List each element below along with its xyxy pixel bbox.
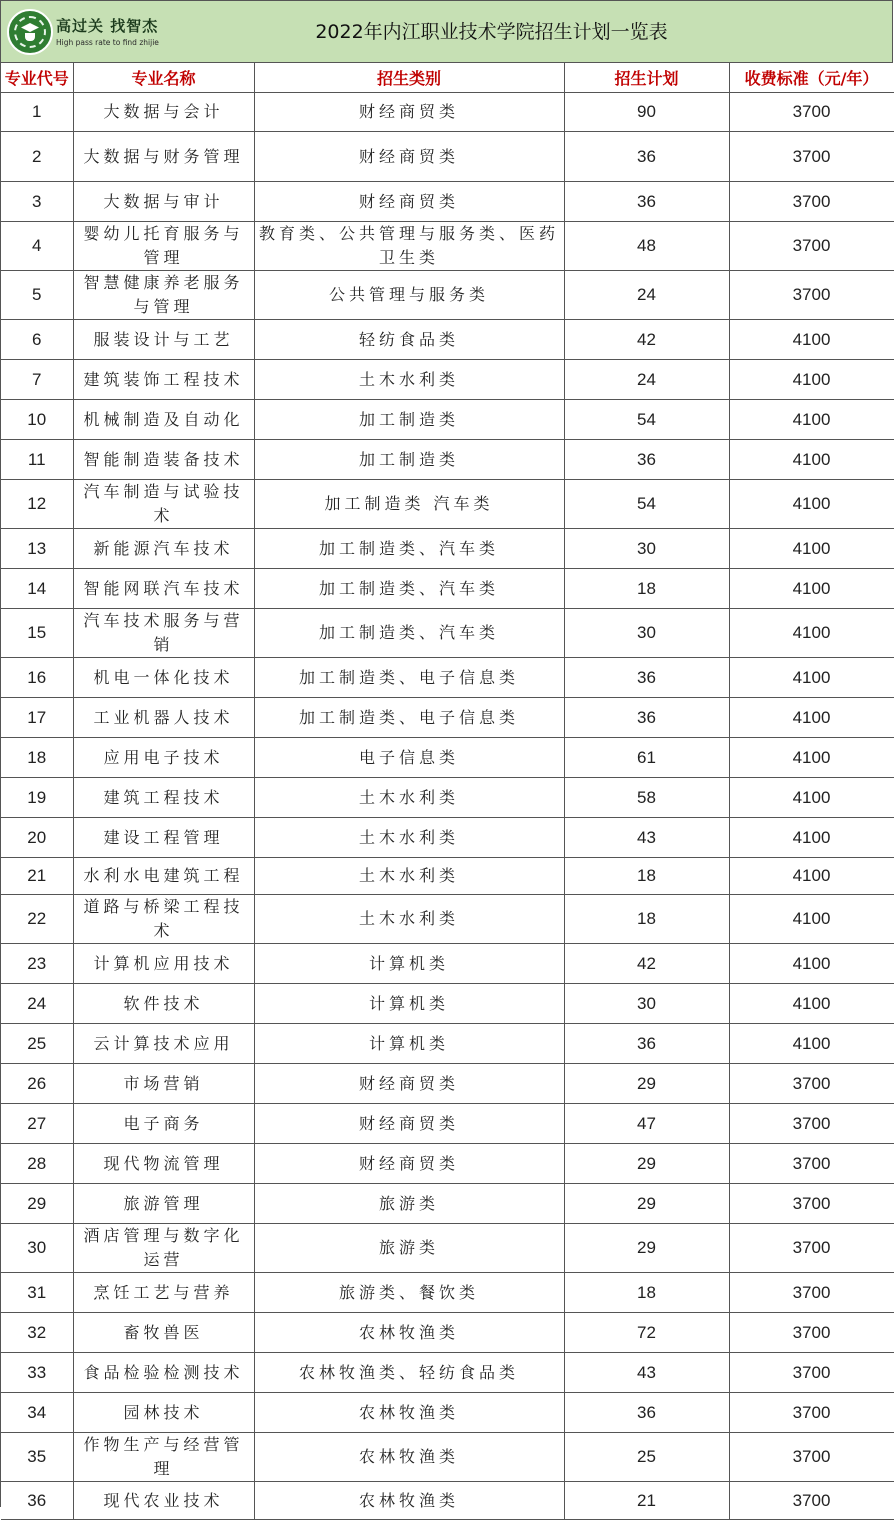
cell-plan: 24 — [564, 360, 729, 400]
cell-category: 财经商贸类 — [254, 93, 564, 132]
cell-fee: 3700 — [729, 1104, 894, 1144]
cell-code: 6 — [1, 320, 73, 360]
cell-fee: 4100 — [729, 320, 894, 360]
cell-major: 酒店管理与数字化运营 — [73, 1224, 254, 1273]
cell-major: 畜牧兽医 — [73, 1313, 254, 1353]
cell-code: 29 — [1, 1184, 73, 1224]
cell-category: 计算机类 — [254, 1024, 564, 1064]
cell-major: 智能网联汽车技术 — [73, 569, 254, 609]
cell-fee: 4100 — [729, 1024, 894, 1064]
header-row — [1, 63, 894, 93]
cell-fee: 3700 — [729, 271, 894, 320]
cell-code: 24 — [1, 984, 73, 1024]
cell-category: 农林牧渔类 — [254, 1482, 564, 1520]
cell-fee: 4100 — [729, 944, 894, 984]
cell-code: 33 — [1, 1353, 73, 1393]
cell-major: 现代农业技术 — [73, 1482, 254, 1520]
cell-code: 21 — [1, 858, 73, 895]
cell-fee: 3700 — [729, 1353, 894, 1393]
cell-plan: 58 — [564, 778, 729, 818]
cell-plan: 18 — [564, 569, 729, 609]
cell-code: 7 — [1, 360, 73, 400]
cell-code: 10 — [1, 400, 73, 440]
cell-category: 教育类、公共管理与服务类、医药卫生类 — [254, 222, 564, 271]
cell-code: 17 — [1, 698, 73, 738]
brand-logo-icon — [7, 9, 53, 55]
cell-fee: 3700 — [729, 1393, 894, 1433]
cell-code: 23 — [1, 944, 73, 984]
cell-plan: 36 — [564, 1024, 729, 1064]
cell-category: 财经商贸类 — [254, 1064, 564, 1104]
cell-plan: 90 — [564, 93, 729, 132]
cell-major: 新能源汽车技术 — [73, 529, 254, 569]
cell-plan: 30 — [564, 609, 729, 658]
table-row — [1, 1273, 894, 1313]
enrollment-table — [1, 63, 894, 1520]
cell-category: 轻纺食品类 — [254, 320, 564, 360]
cell-code: 22 — [1, 895, 73, 944]
table-row — [1, 738, 894, 778]
table-row — [1, 1482, 894, 1520]
col-header-code: 专业代号 — [1, 63, 73, 93]
cell-major: 汽车技术服务与营销 — [73, 609, 254, 658]
cell-plan: 18 — [564, 858, 729, 895]
cell-code: 11 — [1, 440, 73, 480]
cell-fee: 4100 — [729, 778, 894, 818]
table-row — [1, 895, 894, 944]
cell-plan: 21 — [564, 1482, 729, 1520]
table-row — [1, 698, 894, 738]
table-row — [1, 658, 894, 698]
cell-category: 财经商贸类 — [254, 1104, 564, 1144]
cell-plan: 42 — [564, 320, 729, 360]
cell-fee: 4100 — [729, 698, 894, 738]
cell-category: 财经商贸类 — [254, 132, 564, 182]
table-row — [1, 271, 894, 320]
cell-code: 12 — [1, 480, 73, 529]
cell-fee: 3700 — [729, 222, 894, 271]
cell-code: 3 — [1, 182, 73, 222]
table-row — [1, 984, 894, 1024]
cell-plan: 30 — [564, 529, 729, 569]
table-row — [1, 569, 894, 609]
cell-fee: 4100 — [729, 984, 894, 1024]
cell-major: 电子商务 — [73, 1104, 254, 1144]
cell-category: 农林牧渔类 — [254, 1433, 564, 1482]
brand-slogan-english: High pass rate to find zhijie — [56, 38, 159, 47]
cell-major: 大数据与财务管理 — [73, 132, 254, 182]
cell-plan: 29 — [564, 1184, 729, 1224]
cell-code: 19 — [1, 778, 73, 818]
cell-plan: 36 — [564, 1393, 729, 1433]
table-row — [1, 1353, 894, 1393]
cell-fee: 3700 — [729, 1273, 894, 1313]
cell-major: 计算机应用技术 — [73, 944, 254, 984]
cell-major: 道路与桥梁工程技术 — [73, 895, 254, 944]
cell-plan: 36 — [564, 132, 729, 182]
col-header-category: 招生类别 — [254, 63, 564, 93]
table-row — [1, 132, 894, 182]
cell-code: 14 — [1, 569, 73, 609]
table-row — [1, 320, 894, 360]
cell-fee: 4100 — [729, 858, 894, 895]
table-row — [1, 93, 894, 132]
cell-fee: 3700 — [729, 132, 894, 182]
cell-plan: 25 — [564, 1433, 729, 1482]
table-row — [1, 1433, 894, 1482]
cell-plan: 30 — [564, 984, 729, 1024]
cell-category: 计算机类 — [254, 984, 564, 1024]
cell-fee: 4100 — [729, 738, 894, 778]
cell-category: 土木水利类 — [254, 778, 564, 818]
cell-major: 建设工程管理 — [73, 818, 254, 858]
cell-code: 32 — [1, 1313, 73, 1353]
cell-code: 31 — [1, 1273, 73, 1313]
cell-major: 婴幼儿托育服务与管理 — [73, 222, 254, 271]
table-row — [1, 182, 894, 222]
cell-category: 加工制造类、电子信息类 — [254, 698, 564, 738]
cell-fee: 4100 — [729, 609, 894, 658]
cell-code: 35 — [1, 1433, 73, 1482]
table-row — [1, 360, 894, 400]
cell-category: 农林牧渔类 — [254, 1313, 564, 1353]
cell-major: 大数据与会计 — [73, 93, 254, 132]
cell-major: 机械制造及自动化 — [73, 400, 254, 440]
cell-major: 建筑装饰工程技术 — [73, 360, 254, 400]
cell-code: 20 — [1, 818, 73, 858]
cell-plan: 48 — [564, 222, 729, 271]
table-row — [1, 1184, 894, 1224]
cell-major: 食品检验检测技术 — [73, 1353, 254, 1393]
cell-category: 旅游类 — [254, 1224, 564, 1273]
cell-code: 16 — [1, 658, 73, 698]
cell-plan: 42 — [564, 944, 729, 984]
cell-plan: 36 — [564, 182, 729, 222]
cell-fee: 3700 — [729, 1313, 894, 1353]
table-row — [1, 609, 894, 658]
table-row — [1, 1064, 894, 1104]
cell-fee: 3700 — [729, 1184, 894, 1224]
cell-major: 工业机器人技术 — [73, 698, 254, 738]
cell-fee: 3700 — [729, 93, 894, 132]
cell-code: 36 — [1, 1482, 73, 1520]
table-row — [1, 480, 894, 529]
cell-major: 水利水电建筑工程 — [73, 858, 254, 895]
cell-fee: 4100 — [729, 529, 894, 569]
cell-code: 30 — [1, 1224, 73, 1273]
page-title: 2022年内江职业技术学院招生计划一览表 — [315, 21, 668, 43]
cell-fee: 3700 — [729, 1224, 894, 1273]
cell-category: 农林牧渔类 — [254, 1393, 564, 1433]
cell-plan: 72 — [564, 1313, 729, 1353]
cell-fee: 3700 — [729, 1064, 894, 1104]
cell-fee: 4100 — [729, 569, 894, 609]
cell-code: 27 — [1, 1104, 73, 1144]
cell-fee: 3700 — [729, 182, 894, 222]
cell-plan: 54 — [564, 400, 729, 440]
cell-category: 加工制造类、汽车类 — [254, 569, 564, 609]
cell-major: 现代物流管理 — [73, 1144, 254, 1184]
cell-code: 34 — [1, 1393, 73, 1433]
cell-plan: 47 — [564, 1104, 729, 1144]
cell-plan: 29 — [564, 1064, 729, 1104]
cell-major: 园林技术 — [73, 1393, 254, 1433]
cell-fee: 4100 — [729, 400, 894, 440]
cell-major: 建筑工程技术 — [73, 778, 254, 818]
table-row — [1, 818, 894, 858]
table-body — [1, 93, 894, 1520]
cell-code: 13 — [1, 529, 73, 569]
table-row — [1, 440, 894, 480]
cell-major: 云计算技术应用 — [73, 1024, 254, 1064]
cell-major: 烹饪工艺与营养 — [73, 1273, 254, 1313]
table-row — [1, 529, 894, 569]
cell-fee: 4100 — [729, 895, 894, 944]
table-row — [1, 778, 894, 818]
cell-fee: 4100 — [729, 480, 894, 529]
cell-category: 土木水利类 — [254, 858, 564, 895]
cell-fee: 4100 — [729, 440, 894, 480]
cell-category: 农林牧渔类、轻纺食品类 — [254, 1353, 564, 1393]
cell-major: 应用电子技术 — [73, 738, 254, 778]
cell-code: 4 — [1, 222, 73, 271]
table-row — [1, 1393, 894, 1433]
cell-major: 服装设计与工艺 — [73, 320, 254, 360]
cell-major: 软件技术 — [73, 984, 254, 1024]
title-bar — [1, 1, 893, 63]
cell-major: 智慧健康养老服务与管理 — [73, 271, 254, 320]
cell-code: 1 — [1, 93, 73, 132]
cell-category: 加工制造类 — [254, 440, 564, 480]
cell-category: 计算机类 — [254, 944, 564, 984]
cell-fee: 4100 — [729, 360, 894, 400]
brand-slogan: 高过关 找智杰 — [56, 17, 159, 35]
cell-category: 公共管理与服务类 — [254, 271, 564, 320]
cell-category: 加工制造类 — [254, 400, 564, 440]
cell-category: 加工制造类 汽车类 — [254, 480, 564, 529]
cell-code: 28 — [1, 1144, 73, 1184]
cell-category: 土木水利类 — [254, 360, 564, 400]
table-row — [1, 1024, 894, 1064]
cell-code: 15 — [1, 609, 73, 658]
cell-category: 电子信息类 — [254, 738, 564, 778]
cell-major: 机电一体化技术 — [73, 658, 254, 698]
table-row — [1, 1104, 894, 1144]
cell-major: 汽车制造与试验技术 — [73, 480, 254, 529]
table-row — [1, 1144, 894, 1184]
table-row — [1, 400, 894, 440]
cell-category: 加工制造类、汽车类 — [254, 609, 564, 658]
cell-plan: 29 — [564, 1144, 729, 1184]
cell-code: 5 — [1, 271, 73, 320]
cell-plan: 54 — [564, 480, 729, 529]
cell-major: 大数据与审计 — [73, 182, 254, 222]
cell-category: 土木水利类 — [254, 818, 564, 858]
cell-plan: 36 — [564, 698, 729, 738]
col-header-plan: 招生计划 — [564, 63, 729, 93]
cell-code: 25 — [1, 1024, 73, 1064]
col-header-fee: 收费标准（元/年） — [729, 63, 894, 93]
table-row — [1, 858, 894, 895]
cell-category: 加工制造类、电子信息类 — [254, 658, 564, 698]
table-row — [1, 222, 894, 271]
cell-code: 18 — [1, 738, 73, 778]
cell-category: 财经商贸类 — [254, 1144, 564, 1184]
cell-plan: 18 — [564, 1273, 729, 1313]
table-row — [1, 944, 894, 984]
cell-code: 2 — [1, 132, 73, 182]
table-row — [1, 1224, 894, 1273]
cell-major: 市场营销 — [73, 1064, 254, 1104]
cell-fee: 4100 — [729, 658, 894, 698]
cell-plan: 29 — [564, 1224, 729, 1273]
cell-plan: 43 — [564, 1353, 729, 1393]
cell-category: 土木水利类 — [254, 895, 564, 944]
cell-fee: 4100 — [729, 818, 894, 858]
cell-category: 加工制造类、汽车类 — [254, 529, 564, 569]
cell-fee: 3700 — [729, 1144, 894, 1184]
cell-plan: 24 — [564, 271, 729, 320]
cell-major: 作物生产与经营管理 — [73, 1433, 254, 1482]
cell-category: 旅游类 — [254, 1184, 564, 1224]
cell-code: 26 — [1, 1064, 73, 1104]
col-header-major: 专业名称 — [73, 63, 254, 93]
cell-plan: 18 — [564, 895, 729, 944]
cell-plan: 36 — [564, 658, 729, 698]
table-row — [1, 1313, 894, 1353]
cell-fee: 3700 — [729, 1433, 894, 1482]
cell-major: 智能制造装备技术 — [73, 440, 254, 480]
cell-major: 旅游管理 — [73, 1184, 254, 1224]
cell-category: 财经商贸类 — [254, 182, 564, 222]
cell-plan: 61 — [564, 738, 729, 778]
cell-plan: 36 — [564, 440, 729, 480]
cell-category: 旅游类、餐饮类 — [254, 1273, 564, 1313]
cell-fee: 3700 — [729, 1482, 894, 1520]
cell-plan: 43 — [564, 818, 729, 858]
